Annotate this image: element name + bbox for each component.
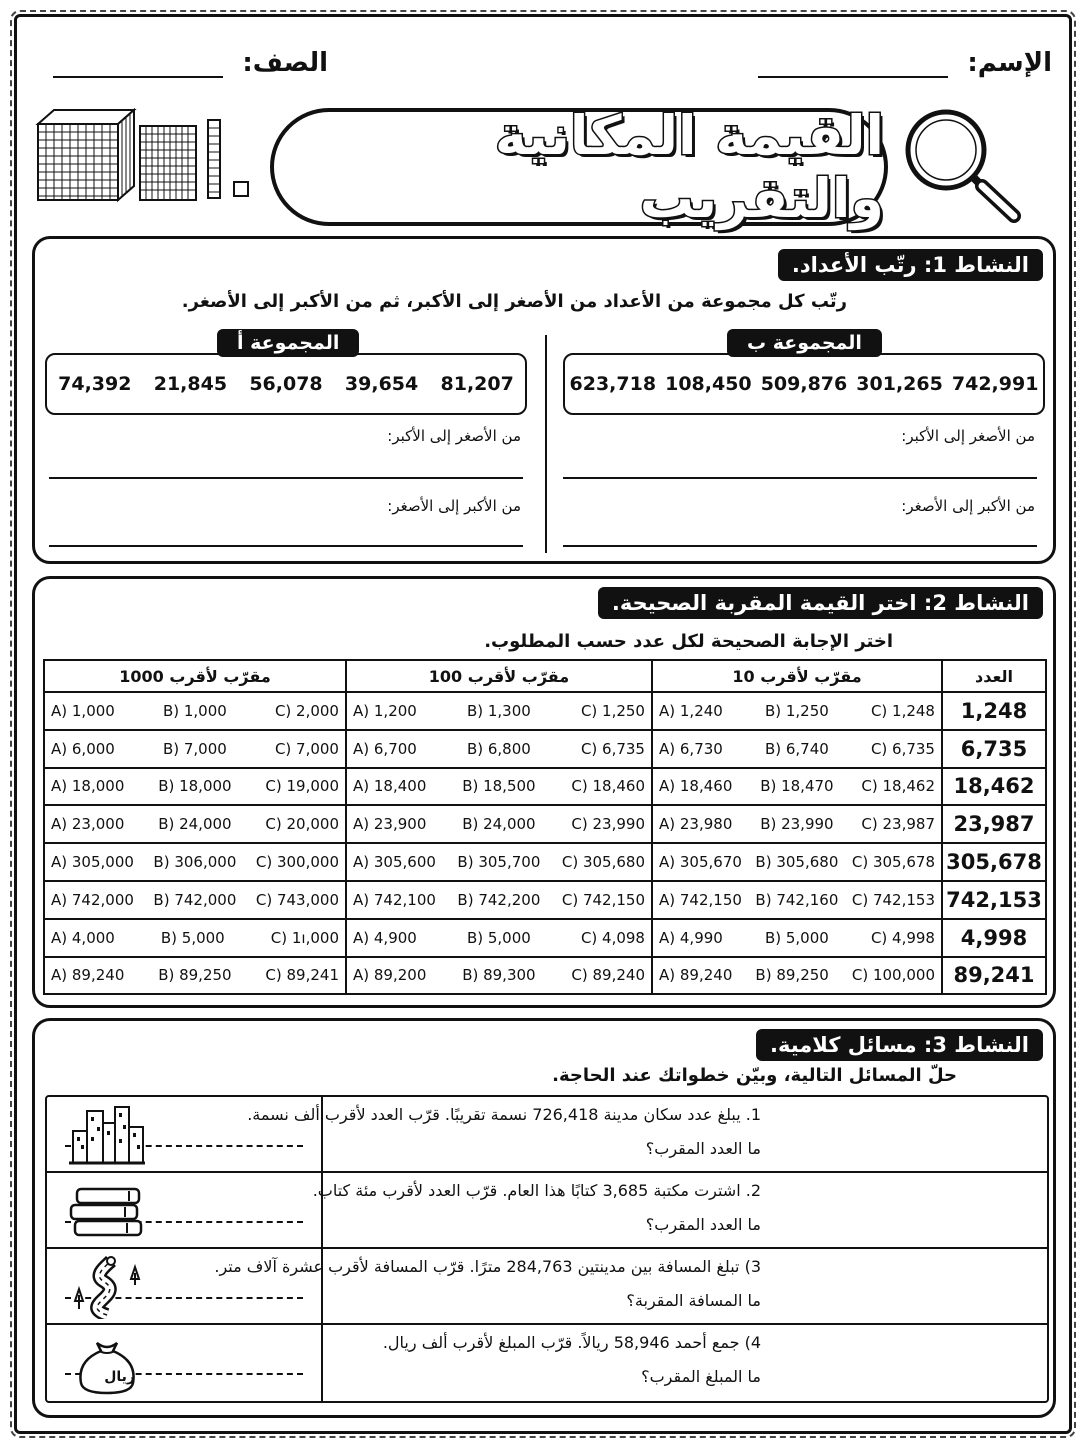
table-row	[44, 730, 1046, 768]
title-banner	[270, 104, 888, 230]
answer-option[interactable]: A) 6,700	[353, 739, 417, 758]
options-cell-r10	[652, 881, 942, 919]
group-a-number: 74,392	[58, 373, 132, 395]
answer-option[interactable]: C) 305,678	[851, 853, 935, 872]
answer-option[interactable]: B) 18,000	[158, 777, 232, 796]
group-a-desc-label: من الأكبر إلى الأصغر:	[387, 497, 521, 515]
problem-prompt: ما العدد المقرب؟	[645, 1139, 761, 1158]
group-a-asc-label: من الأصغر إلى الأكبر:	[387, 427, 521, 445]
options-cell-r1000	[44, 881, 346, 919]
answer-option[interactable]: C) 743,000	[255, 890, 339, 909]
group-b-number: 301,265	[856, 373, 943, 395]
answer-option[interactable]: C) 4,998	[870, 928, 935, 947]
answer-option[interactable]: A) 6,730	[659, 739, 723, 758]
options-cell-r1000	[44, 805, 346, 843]
answer-option[interactable]: C) 89,240	[571, 966, 645, 985]
answer-option[interactable]: B) 305,700	[457, 853, 541, 872]
class-input-line[interactable]	[53, 50, 223, 78]
answer-option[interactable]: A) 4,990	[659, 928, 723, 947]
answer-option[interactable]: C) 1,248	[870, 701, 935, 720]
answer-option[interactable]: B) 742,160	[755, 890, 839, 909]
answer-option[interactable]: A) 4,900	[353, 928, 417, 947]
header-nearest-100: مقرّب لأقرب 100	[346, 660, 652, 692]
answer-option[interactable]: A) 4,000	[51, 928, 115, 947]
answer-option[interactable]: A) 23,980	[659, 815, 733, 834]
books-icon	[67, 1179, 147, 1243]
problem-row	[47, 1173, 1047, 1249]
answer-option[interactable]: A) 305,600	[353, 853, 436, 872]
row-number: 6,735	[942, 730, 1046, 768]
answer-option[interactable]: C) 1ı,000	[270, 928, 339, 947]
group-b-numbers	[563, 353, 1045, 415]
answer-option[interactable]: C) 2,000	[274, 701, 339, 720]
road-icon	[67, 1255, 147, 1319]
group-b-number: 509,876	[760, 373, 848, 395]
row-number: 742,153	[942, 881, 1046, 919]
group-b-label: المجموعة ب	[727, 329, 882, 357]
activity-1-tag: النشاط 1: رتّب الأعداد.	[778, 249, 1043, 281]
answer-option[interactable]: C) 742,150	[561, 890, 645, 909]
header-number: العدد	[942, 660, 1046, 692]
group-b-number: 742,991	[951, 373, 1039, 395]
answer-option[interactable]: B) 306,000	[153, 853, 237, 872]
problem-row	[47, 1097, 1047, 1173]
money-bag-icon	[67, 1331, 147, 1395]
answer-option[interactable]: A) 89,240	[51, 966, 125, 985]
answer-option[interactable]: B) 5,000	[764, 928, 829, 947]
answer-option[interactable]: C) 4,098	[580, 928, 645, 947]
answer-option[interactable]: C) 18,462	[861, 777, 935, 796]
activity-3-section	[32, 1018, 1056, 1418]
group-b-desc-label: من الأكبر إلى الأصغر:	[901, 497, 1035, 515]
answer-option[interactable]: B) 18,500	[462, 777, 536, 796]
answer-option[interactable]: B) 89,250	[158, 966, 232, 985]
problem-question: 2. اشترت مكتبة 3,685 كتابًا هذا العام. قرّب العدد لأقرب مئة كتاب.	[312, 1181, 761, 1200]
base-ten-blocks-icon	[34, 104, 259, 204]
activity-2-tag: النشاط 2: اختر القيمة المقربة الصحيحة.	[598, 587, 1043, 619]
group-b-number: 108,450	[665, 373, 752, 395]
answer-option[interactable]: C) 19,000	[265, 777, 339, 796]
group-b-number: 623,718	[569, 373, 657, 395]
options-cell-r100	[346, 768, 652, 806]
class-field	[53, 48, 328, 78]
answer-option[interactable]: B) 305,680	[755, 853, 839, 872]
name-field	[758, 48, 1052, 78]
activity-1-instruction: رتّب كل مجموعة من الأعداد من الأصغر إلى الأكبر، ثم من الأكبر إلى الأصغر.	[181, 291, 847, 312]
problem-prompt: ما المبلغ المقرب؟	[641, 1367, 761, 1386]
problem-prompt: ما العدد المقرب؟	[645, 1215, 761, 1234]
options-cell-r100	[346, 692, 652, 730]
answer-option[interactable]: C) 305,680	[561, 853, 645, 872]
row-number: 18,462	[942, 768, 1046, 806]
answer-option[interactable]: C) 23,990	[571, 815, 645, 834]
activity-1-section	[32, 236, 1056, 564]
answer-option[interactable]: A) 89,200	[353, 966, 427, 985]
answer-option[interactable]: C) 89,241	[265, 966, 339, 985]
answer-option[interactable]: A) 23,900	[353, 815, 427, 834]
answer-option[interactable]: A) 742,150	[659, 890, 742, 909]
answer-option[interactable]: A) 18,400	[353, 777, 427, 796]
header-nearest-10: مقرّب لأقرب 10	[652, 660, 942, 692]
group-a-number: 56,078	[249, 373, 323, 395]
answer-option[interactable]: B) 742,000	[153, 890, 237, 909]
answer-option[interactable]: A) 18,000	[51, 777, 125, 796]
group-a-numbers	[45, 353, 527, 415]
row-number: 89,241	[942, 957, 1046, 995]
answer-option[interactable]: B) 89,250	[755, 966, 829, 985]
problem-row	[47, 1249, 1047, 1325]
activity-3-tag: النشاط 3: مسائل كلامية.	[756, 1029, 1043, 1061]
answer-option[interactable]: B) 89,300	[462, 966, 536, 985]
money-bag-label: ريال	[104, 1369, 135, 1385]
options-cell-r100	[346, 957, 652, 995]
answer-option[interactable]: B) 6,740	[764, 739, 829, 758]
table-row	[44, 957, 1046, 995]
options-cell-r100	[346, 919, 652, 957]
options-cell-r1000	[44, 730, 346, 768]
problem-question: 4) جمع أحمد 58,946 ريالاً. قرّب المبلغ لأقرب ألف ريال.	[382, 1333, 761, 1352]
options-cell-r10	[652, 805, 942, 843]
answer-option[interactable]: C) 20,000	[265, 815, 339, 834]
group-b-asc-answer-line[interactable]	[563, 477, 1037, 479]
answer-option[interactable]: B) 23,990	[760, 815, 834, 834]
answer-option[interactable]: C) 7,000	[274, 739, 339, 758]
group-a-number: 81,207	[440, 373, 514, 395]
answer-option[interactable]: A) 18,460	[659, 777, 733, 796]
problem-question: 3) تبلغ المسافة بين مدينتين 284,763 مترًا. قرّب المسافة لأقرب عشرة آلاف متر.	[214, 1257, 761, 1276]
table-row	[44, 692, 1046, 730]
page-title: القيمة المكانية والتقريب	[494, 104, 884, 230]
groups-divider	[545, 335, 547, 553]
answer-option[interactable]: C) 6,735	[580, 739, 645, 758]
options-cell-r10	[652, 919, 942, 957]
answer-option[interactable]: A) 1,200	[353, 701, 417, 720]
options-cell-r100	[346, 805, 652, 843]
activity-3-instruction: حلّ المسائل التالية، وبيّن خطواتك عند الحاجة.	[552, 1065, 957, 1086]
answer-option[interactable]: B) 5,000	[466, 928, 531, 947]
answer-option[interactable]: A) 1,000	[51, 701, 115, 720]
activity-2-section	[32, 576, 1056, 1008]
options-cell-r10	[652, 730, 942, 768]
rounding-table	[43, 659, 1047, 995]
group-a-desc-answer-line[interactable]	[49, 545, 523, 547]
name-label: الإسم:	[967, 48, 1052, 78]
options-cell-r1000	[44, 692, 346, 730]
table-row	[44, 881, 1046, 919]
table-row	[44, 768, 1046, 806]
options-cell-r1000	[44, 843, 346, 881]
answer-option[interactable]: A) 742,000	[51, 890, 134, 909]
options-cell-r10	[652, 768, 942, 806]
answer-option[interactable]: B) 742,200	[457, 890, 541, 909]
answer-option[interactable]: A) 6,000	[51, 739, 115, 758]
answer-option[interactable]: B) 1,250	[764, 701, 829, 720]
name-input-line[interactable]	[758, 50, 948, 78]
answer-option[interactable]: A) 23,000	[51, 815, 125, 834]
answer-option[interactable]: C) 1,250	[580, 701, 645, 720]
group-a-asc-answer-line[interactable]	[49, 477, 523, 479]
answer-option[interactable]: B) 24,000	[462, 815, 536, 834]
problem-row	[47, 1325, 1047, 1401]
answer-option[interactable]: C) 300,000	[255, 853, 339, 872]
options-cell-r1000	[44, 768, 346, 806]
options-cell-r100	[346, 843, 652, 881]
answer-option[interactable]: C) 18,460	[571, 777, 645, 796]
city-icon	[67, 1103, 147, 1167]
answer-option[interactable]: C) 6,735	[870, 739, 935, 758]
header-nearest-1000: مقرّب لأقرب 1000	[44, 660, 346, 692]
group-b-desc-answer-line[interactable]	[563, 545, 1037, 547]
answer-option[interactable]: A) 89,240	[659, 966, 733, 985]
row-number: 305,678	[942, 843, 1046, 881]
table-row	[44, 919, 1046, 957]
options-cell-r10	[652, 843, 942, 881]
row-number: 23,987	[942, 805, 1046, 843]
magnifying-glass-icon	[900, 104, 1030, 224]
answer-option[interactable]: A) 305,000	[51, 853, 134, 872]
answer-option[interactable]: B) 18,470	[760, 777, 834, 796]
options-cell-r1000	[44, 957, 346, 995]
answer-option[interactable]: A) 1,240	[659, 701, 723, 720]
group-a-number: 39,654	[344, 373, 419, 395]
options-cell-r100	[346, 730, 652, 768]
answer-option[interactable]: C) 742,153	[851, 890, 935, 909]
group-a-label: المجموعة أ	[217, 329, 359, 357]
answer-option[interactable]: B) 1,300	[466, 701, 531, 720]
group-b-asc-label: من الأصغر إلى الأكبر:	[901, 427, 1035, 445]
answer-option[interactable]: A) 305,670	[659, 853, 742, 872]
answer-option[interactable]: C) 100,000	[851, 966, 935, 985]
answer-option[interactable]: B) 1,000	[162, 701, 227, 720]
answer-option[interactable]: A) 742,100	[353, 890, 436, 909]
options-cell-r10	[652, 957, 942, 995]
answer-option[interactable]: B) 5,000	[160, 928, 225, 947]
activity-2-instruction: اختر الإجابة الصحيحة لكل عدد حسب المطلوب.	[484, 631, 893, 652]
answer-option[interactable]: B) 6,800	[466, 739, 531, 758]
answer-option[interactable]: C) 23,987	[861, 815, 935, 834]
table-row	[44, 843, 1046, 881]
answer-option[interactable]: B) 7,000	[162, 739, 227, 758]
group-a-number: 21,845	[153, 373, 228, 395]
problem-prompt: ما المسافة المقربة؟	[626, 1291, 761, 1310]
table-row	[44, 805, 1046, 843]
options-cell-r1000	[44, 919, 346, 957]
options-cell-r100	[346, 881, 652, 919]
problems-table	[45, 1095, 1049, 1403]
row-number: 1,248	[942, 692, 1046, 730]
row-number: 4,998	[942, 919, 1046, 957]
class-label: الصف:	[242, 48, 328, 78]
options-cell-r10	[652, 692, 942, 730]
rounding-table-header	[44, 660, 1046, 692]
answer-option[interactable]: B) 24,000	[158, 815, 232, 834]
problem-question: 1. يبلغ عدد سكان مدينة 726,418 نسمة تقريبًا. قرّب العدد لأقرب ألف نسمة.	[247, 1105, 761, 1124]
